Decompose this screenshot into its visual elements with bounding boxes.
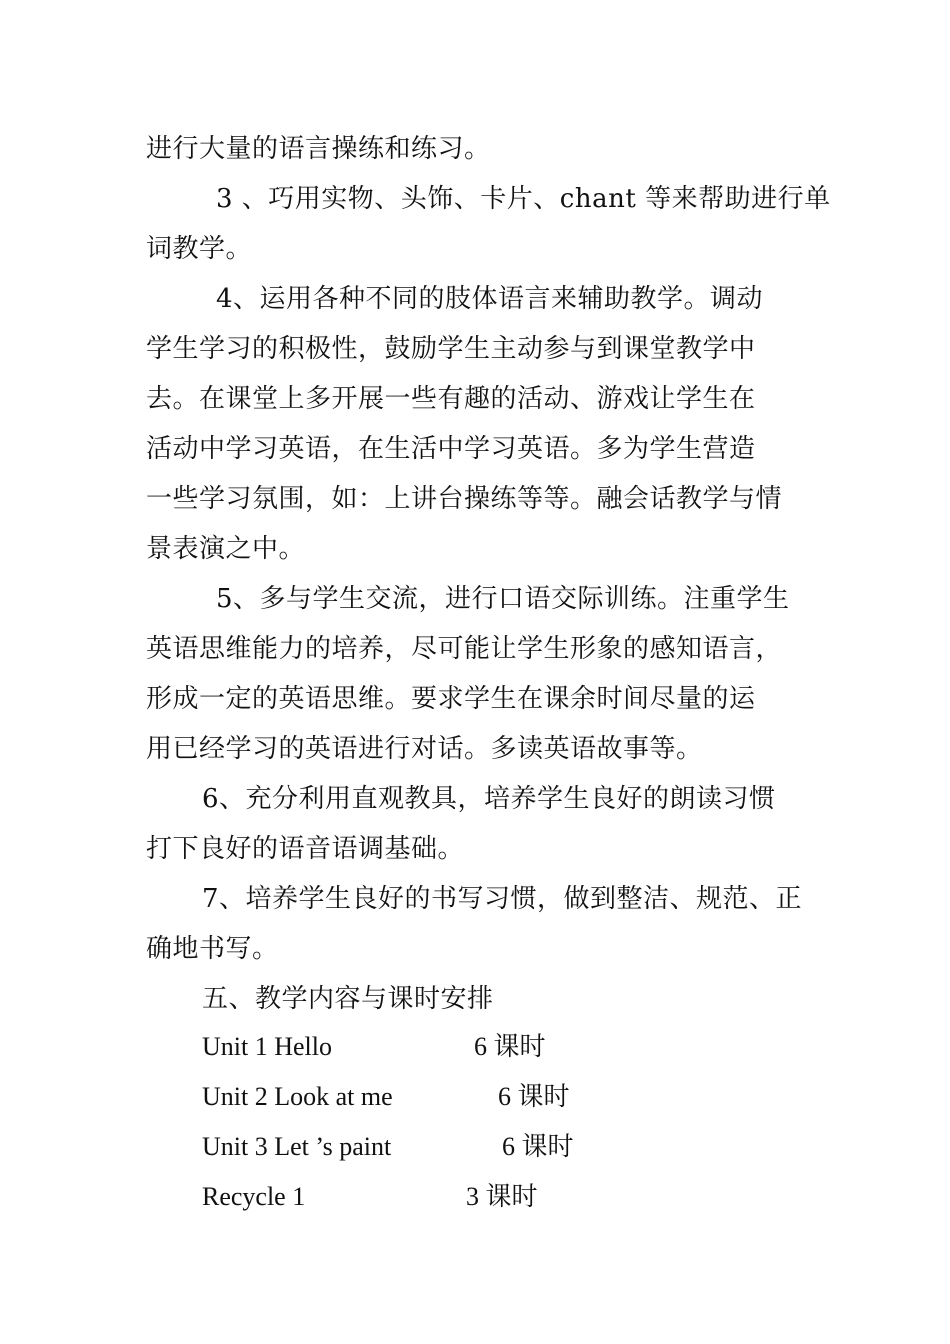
schedule-unit: Recycle 1 [202,1182,306,1211]
paragraph-line: 5、多与学生交流，进行口语交际训练。注重学生 [216,584,790,614]
paragraph-line: 7、培养学生良好的书写习惯，做到整洁、规范、正 [202,884,803,914]
paragraph-line: 去。在课堂上多开展一些有趣的活动、游戏让学生在 [146,384,756,414]
schedule-unit: Unit 1 Hello [202,1032,332,1061]
paragraph-line: 确地书写。 [146,934,279,964]
schedule-unit: Unit 3 Let ’s paint [202,1132,392,1161]
paragraph-line: 用已经学习的英语进行对话。多读英语故事等。 [146,734,703,764]
schedule-hours: 3 课时 [466,1182,538,1211]
schedule-hours: 6 课时 [502,1132,574,1161]
paragraph-line: 3 、巧用实物、头饰、卡片、chant 等来帮助进行单 [216,184,831,214]
schedule-hours: 6 课时 [498,1082,570,1111]
paragraph-line: 4、运用各种不同的肢体语言来辅助教学。调动 [216,284,764,314]
paragraph-line: 英语思维能力的培养，尽可能让学生形象的感知语言， [146,634,783,664]
schedule-hours: 6 课时 [474,1032,546,1061]
paragraph-line: 进行大量的语言操练和练习。 [146,134,491,164]
paragraph-line: 形成一定的英语思维。要求学生在课余时间尽量的运 [146,684,756,714]
paragraph-line: 景表演之中。 [146,534,306,564]
paragraph-line: 打下良好的语音语调基础。 [146,834,465,864]
section-heading: 五、教学内容与课时安排 [202,984,494,1014]
paragraph-line: 6、充分利用直观教具，培养学生良好的朗读习惯 [202,784,776,814]
paragraph-line: 学生学习的积极性，鼓励学生主动参与到课堂教学中 [146,334,756,364]
paragraph-line: 活动中学习英语，在生活中学习英语。多为学生营造 [146,434,756,464]
schedule-unit: Unit 2 Look at me [202,1082,393,1111]
paragraph-line: 词教学。 [146,234,253,264]
paragraph-line: 一些学习氛围，如：上讲台操练等等。融会话教学与情 [146,484,783,514]
